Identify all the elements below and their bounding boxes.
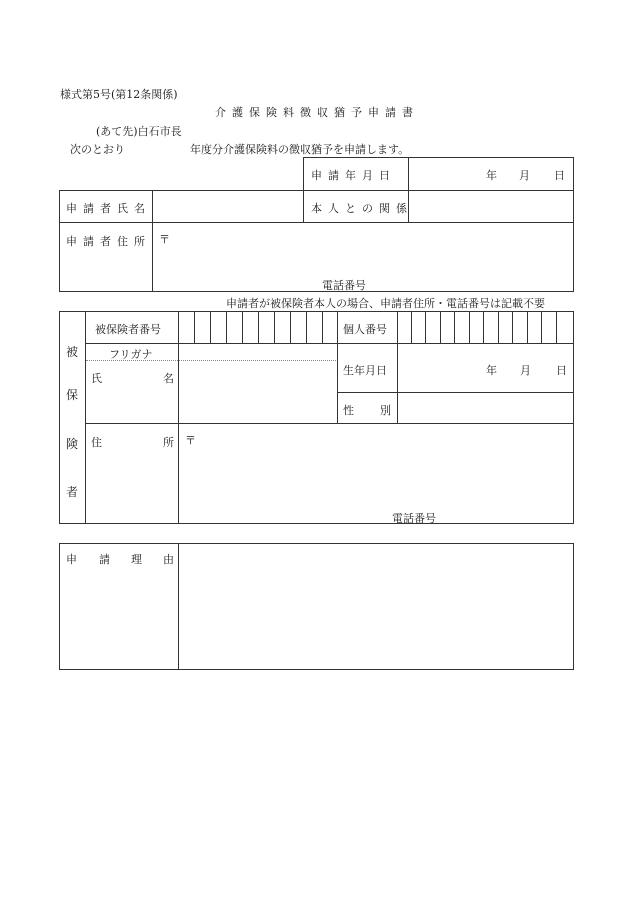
insured-address-label-1: 住 (91, 436, 102, 449)
gender-field[interactable] (400, 395, 570, 421)
insured-name-field[interactable] (180, 363, 334, 421)
applicant-note: 申請者が被保険者本人の場合、申請者住所・電話番号は記載不要 (226, 297, 545, 310)
insured-side-label-2: 保 (66, 388, 79, 402)
form-number: 様式第5号(第12条関係) (60, 88, 178, 101)
furigana-label: フリガナ (109, 348, 153, 361)
application-date-label: 申請年月日 (311, 169, 396, 182)
insured-name-label-2: 名 (163, 372, 174, 385)
intro-lead: 次のとおり (70, 143, 125, 156)
insured-side-label-1: 被 (66, 345, 79, 359)
addressee: (あて先)白石市長 (96, 125, 182, 138)
insured-phone-label: 電話番号 (392, 512, 436, 525)
reason-label-1: 申 (66, 553, 77, 566)
insured-postal-mark: 〒 (185, 434, 196, 447)
relation-field[interactable] (412, 193, 570, 219)
applicant-address-label: 申請者住所 (66, 235, 151, 248)
birth-date-label: 生年月日 (343, 364, 387, 377)
applicant-phone-label: 電話番号 (322, 279, 366, 292)
form-title: 介護保険料徴収猶予申請書 (215, 106, 419, 119)
relation-label: 本人との関係 (311, 202, 413, 215)
birth-month-label: 月 (520, 364, 531, 377)
personal-number-field[interactable] (399, 313, 571, 341)
application-day-label: 日 (554, 169, 565, 182)
insured-number-field[interactable] (180, 313, 322, 341)
insured-name-label-1: 氏 (91, 372, 102, 385)
insured-side-label-4: 者 (66, 485, 79, 499)
furigana-field[interactable] (180, 345, 334, 359)
insured-side-label-3: 険 (66, 437, 79, 451)
personal-number-label: 個人番号 (343, 323, 387, 336)
reason-field[interactable] (182, 547, 570, 665)
application-year-label: 年 (486, 169, 497, 182)
applicant-postal-mark: 〒 (159, 233, 170, 246)
application-month-label: 月 (519, 169, 530, 182)
applicant-name-field[interactable] (156, 193, 300, 219)
reason-label-3: 理 (131, 553, 142, 566)
birth-year-label: 年 (486, 364, 497, 377)
reason-label-4: 由 (163, 553, 174, 566)
insured-number-label: 被保険者番号 (95, 323, 161, 336)
gender-label-2: 別 (380, 404, 391, 417)
gender-label-1: 性 (343, 404, 354, 417)
intro-text: 年度分介護保険料の徴収猶予を申請します。 (190, 143, 410, 156)
insured-address-label-2: 所 (163, 436, 174, 449)
birth-day-label: 日 (556, 364, 567, 377)
applicant-address-field[interactable] (170, 228, 568, 270)
insured-address-field[interactable] (198, 428, 568, 500)
reason-label-2: 請 (99, 553, 110, 566)
applicant-name-label: 申請者氏名 (66, 202, 151, 215)
